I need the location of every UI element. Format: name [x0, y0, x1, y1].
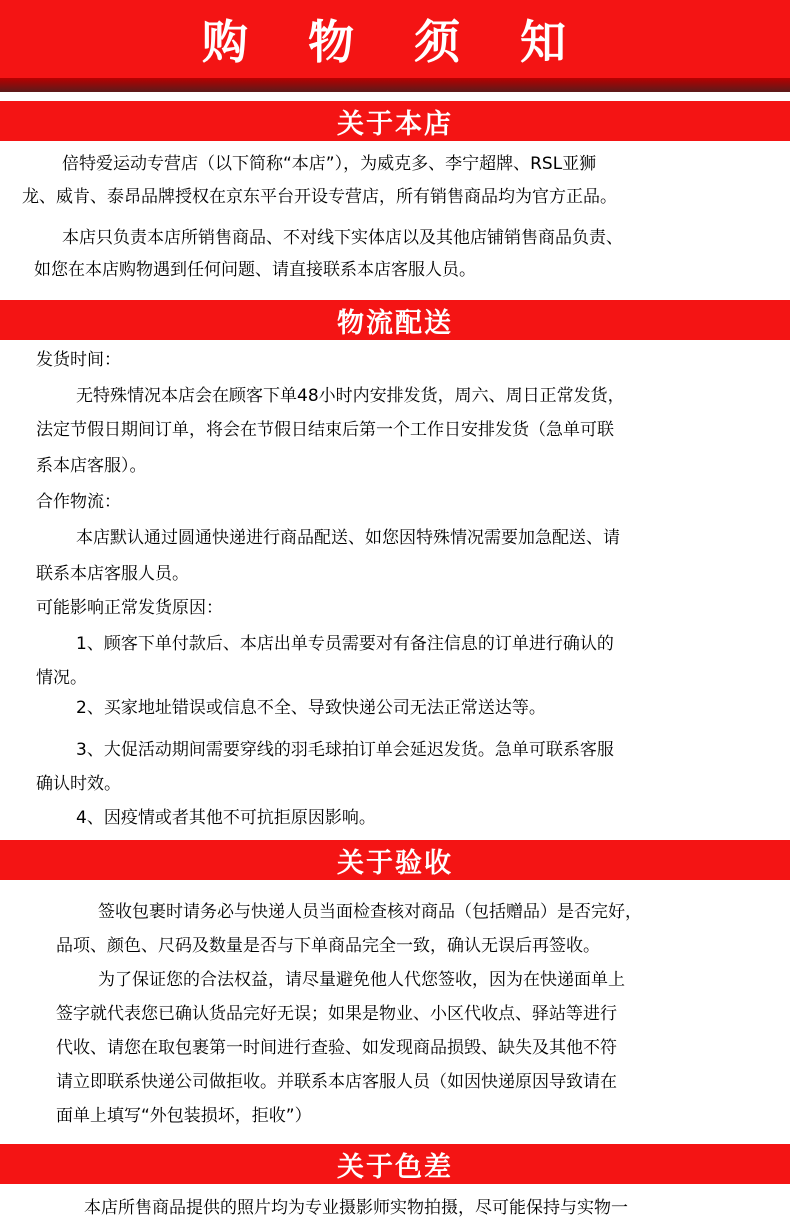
- section-title: 物流配送: [337, 307, 453, 339]
- paragraph-line: 为了保证您的合法权益，请尽量避免他人代您签收，因为在快递面单上: [98, 970, 625, 990]
- paragraph-line: 倍特爱运动专营店（以下简称“本店”），为威克多、李宁超牌、RSL亚狮: [62, 154, 597, 174]
- paragraph-line: 面单上填写“外包装损坏，拒收”）: [56, 1106, 312, 1126]
- subheading-ship-time: 发货时间：: [36, 350, 121, 370]
- section-title: 关于本店: [337, 108, 453, 140]
- list-item: 3、大促活动期间需要穿线的羽毛球拍订单会延迟发货。急单可联系客服: [76, 740, 614, 760]
- section-header-about-store: [0, 101, 790, 141]
- paragraph-line: 品项、颜色、尺码及数量是否与下单商品完全一致，确认无误后再签收。: [56, 936, 600, 956]
- paragraph-line: 本店只负责本店所销售商品、不对线下实体店以及其他店铺销售商品负责、: [62, 228, 623, 248]
- paragraph-line: 签字就代表您已确认货品完好无误；如果是物业、小区代收点、驿站等进行: [56, 1004, 617, 1024]
- section-header-acceptance: [0, 840, 790, 880]
- paragraph-line: 如您在本店购物遇到任何问题、请直接联系本店客服人员。: [34, 260, 476, 280]
- list-item-continuation: 情况。: [36, 668, 87, 688]
- page-title: 购 物 须 知: [201, 15, 589, 69]
- paragraph-line: 本店默认通过圆通快递进行商品配送、如您因特殊情况需要加急配送、请: [76, 528, 620, 548]
- list-item: 2、买家地址错误或信息不全、导致快递公司无法正常送达等。: [76, 698, 546, 718]
- paragraph-line: 系本店客服）。: [36, 456, 147, 476]
- list-item: 1、顾客下单付款后、本店出单专员需要对有备注信息的订单进行确认的: [76, 634, 614, 654]
- paragraph-line: 代收、请您在取包裹第一时间进行查验、如发现商品损毁、缺失及其他不符: [56, 1038, 617, 1058]
- paragraph-line: 法定节假日期间订单，将会在节假日结束后第一个工作日安排发货（急单可联: [36, 420, 614, 440]
- list-item: 4、因疫情或者其他不可抗拒原因影响。: [76, 808, 376, 828]
- section-header-logistics: [0, 300, 790, 340]
- section-header-color-diff: [0, 1144, 790, 1184]
- paragraph-line: 本店所售商品提供的照片均为专业摄影师实物拍摄，尽可能保持与实物一: [84, 1198, 628, 1218]
- paragraph-line: 请立即联系快递公司做拒收。并联系本店客服人员（如因快递原因导致请在: [56, 1072, 617, 1092]
- paragraph-line: 龙、威肯、泰昂品牌授权在京东平台开设专营店，所有销售商品均为官方正品。: [22, 187, 617, 207]
- list-item-continuation: 确认时效。: [36, 774, 121, 794]
- paragraph-line: 签收包裹时请务必与快递人员当面检查核对商品（包括赠品）是否完好，: [98, 902, 642, 922]
- banner-shadow-divider: [0, 78, 790, 92]
- section-title: 关于验收: [337, 847, 453, 879]
- paragraph-line: 无特殊情况本店会在顾客下单48小时内安排发货，周六、周日正常发货，: [76, 386, 625, 406]
- page-banner: [0, 0, 790, 78]
- paragraph-line: 联系本店客服人员。: [36, 564, 189, 584]
- subheading-partner: 合作物流：: [36, 492, 121, 512]
- section-title: 关于色差: [337, 1151, 453, 1183]
- subheading-delay-reasons: 可能影响正常发货原因：: [36, 598, 223, 618]
